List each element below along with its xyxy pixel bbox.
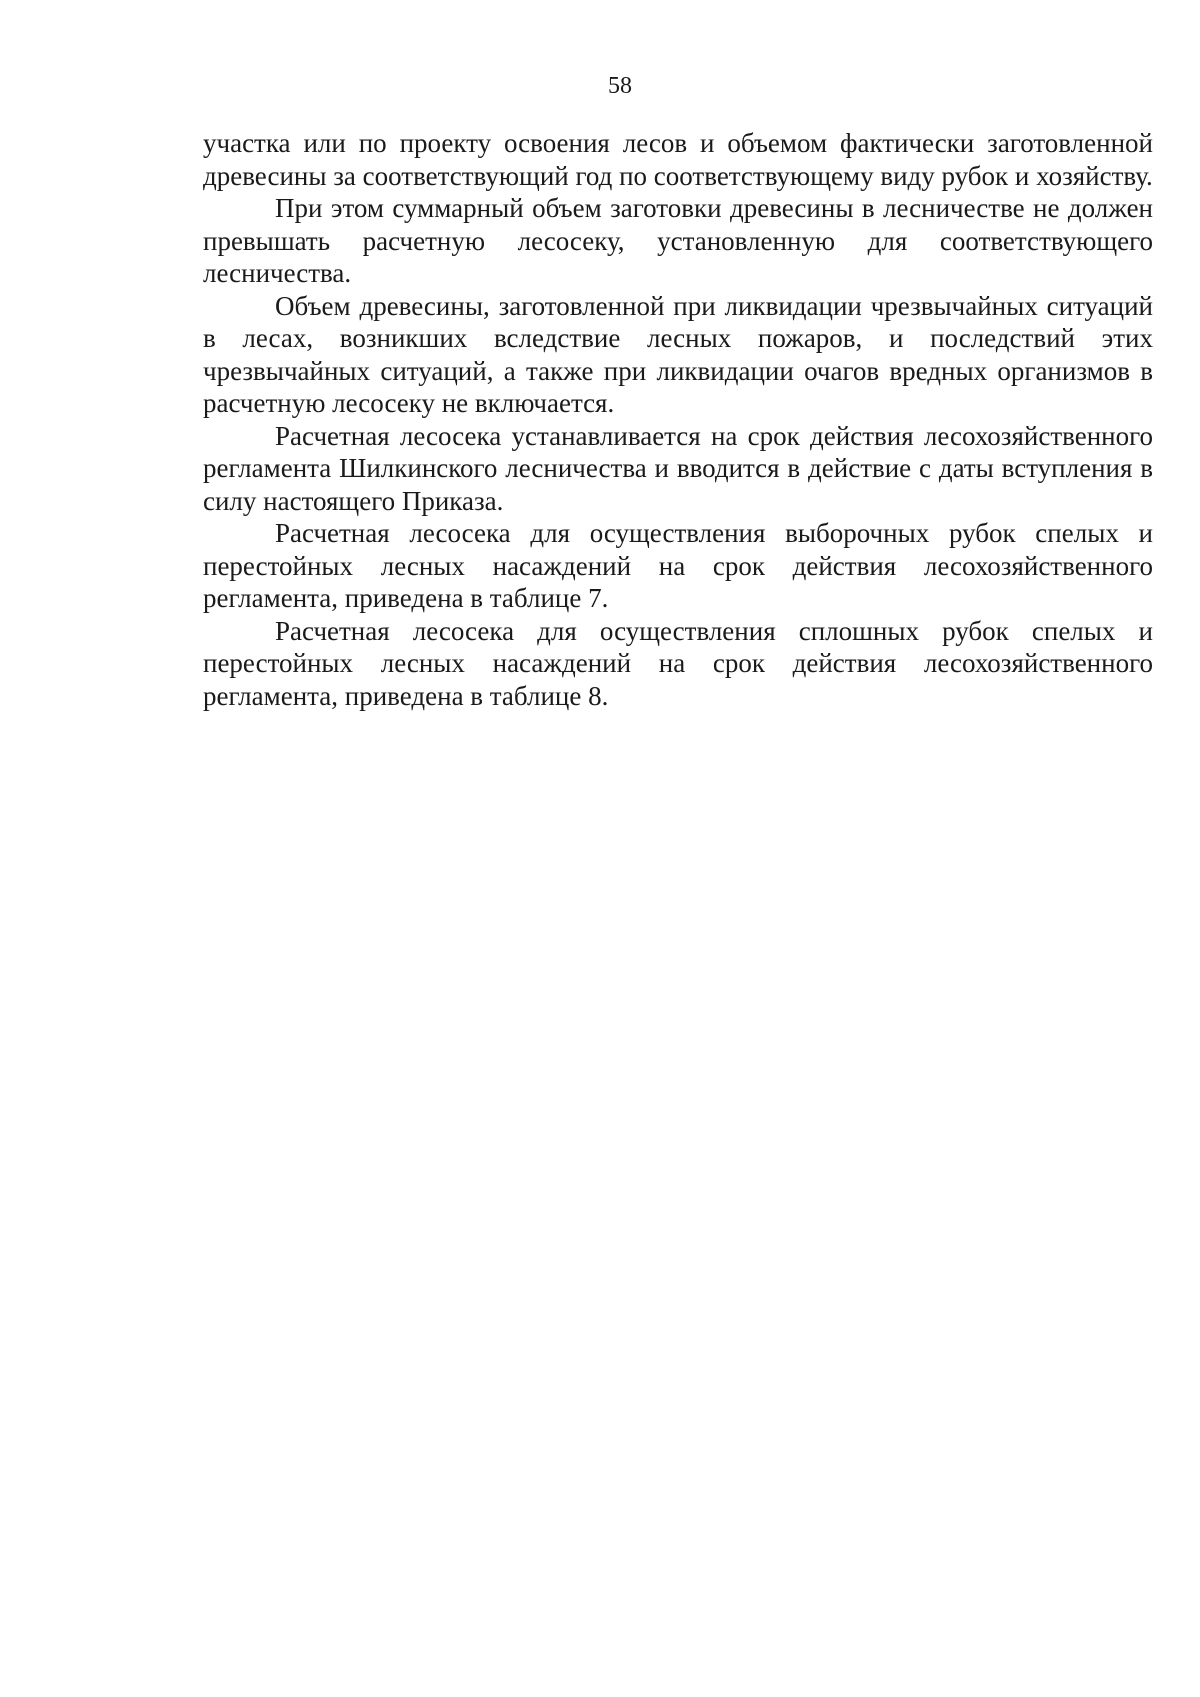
page-number: 58: [608, 73, 632, 99]
body-text: [203, 127, 1153, 712]
paragraph-cutting-term: Расчетная лесосека устанавливается на срок действия лесохозяйственного регламента Шилкинского лесничества и вводится в действие с даты вступления в силу настоящего Приказа.: [203, 420, 1153, 516]
paragraph-clear-cutting: Расчетная лесосека для осуществления сплошных рубок спелых и перестойных лесных насаждений на срок действия лесохозяйственного регламента, приведена в таблице 8.: [203, 615, 1153, 711]
paragraph-selective-cutting: Расчетная лесосека для осуществления выборочных рубок спелых и перестойных лесных насаждений на срок действия лесохозяйственного регламента, приведена в таблице 7.: [203, 518, 1153, 613]
paragraph-emergency-volume: Объем древесины, заготовленной при ликвидации чрезвычайных ситуаций в лесах, возникших вследствие лесных пожаров, и последствий этих чрезвычайных ситуаций, а также при ликвидации очагов вредных организмов в расчетную лесосеку не включается.: [203, 290, 1153, 418]
paragraph-total-volume: При этом суммарный объем заготовки древесины в лесничестве не должен превышать расчетную лесосеку, установленную для соответствующего лесничества.: [203, 193, 1153, 288]
paragraph-continuation: участка или по проекту освоения лесов и объемом фактически заготовленной древесины за соответствующий год по соответствующему виду рубок и хозяйству.: [203, 128, 1153, 191]
